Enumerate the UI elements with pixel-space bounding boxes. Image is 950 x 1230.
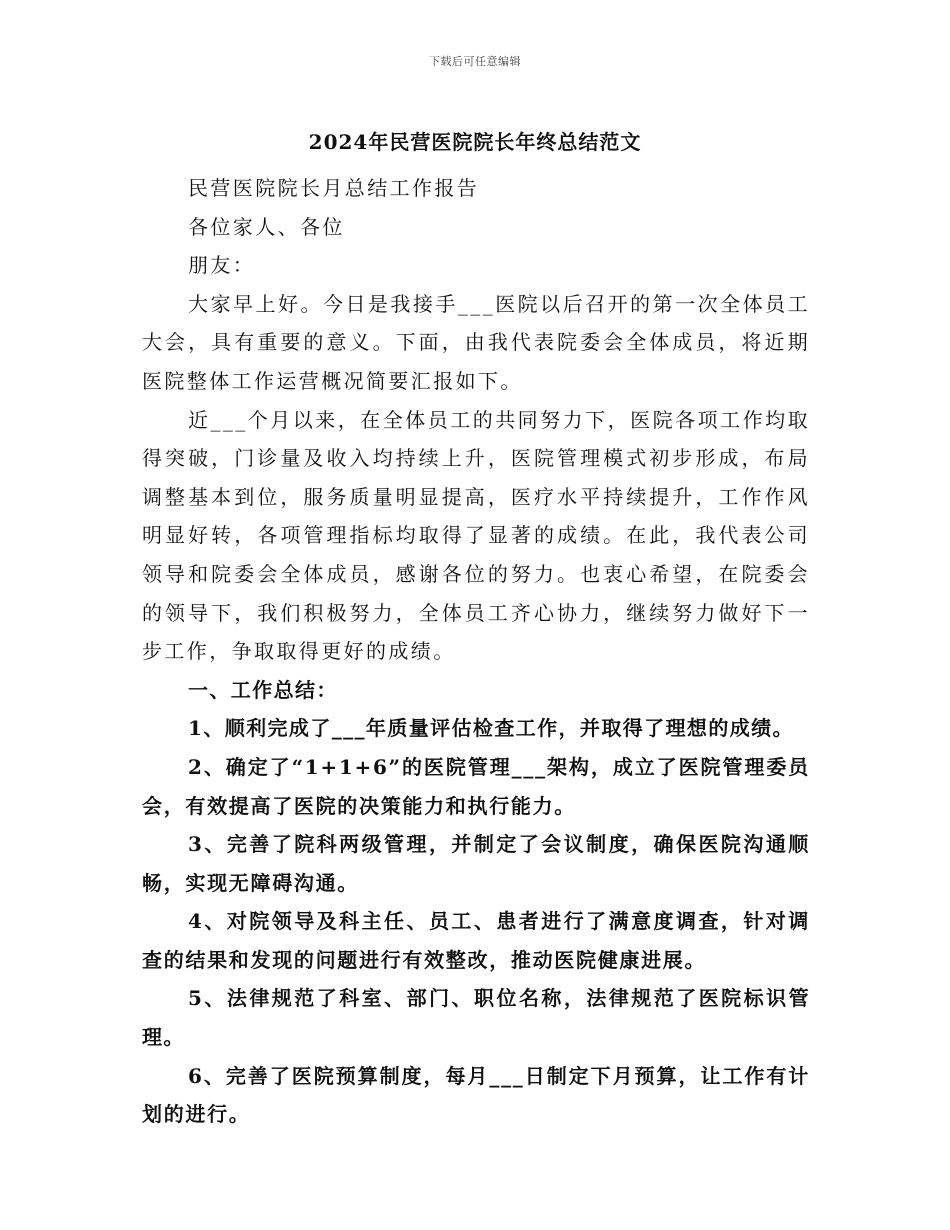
salutation-line-1: 各位家人、各位 [188,214,345,239]
summary-item-3: 3、完善了院科两级管理，并制定了会议制度，确保医院沟通顺畅，实现无障碍沟通。 [142,832,810,895]
summary-item-5: 5、法律规范了科室、部门、职位名称，法律规范了医院标识管理。 [142,986,810,1050]
salutation-line-2: 朋友： [188,253,256,278]
document-title: 2024年民营医院院长年终总结范文 [308,130,642,154]
document-body [142,169,810,1134]
progress-paragraph: 近___个月以来，在全体员工的共同努力下，医院各项工作均取得突破，门诊量及收入均持续上升，医院管理模式初步形成，布局调整基本到位，服务质量明显提高，医疗水平持续提升，工作作风明显好转，各项管理指标均取得了显著的成绩。在此，我代表公司领导和院委会全体成员，感谢各位的努力。也衷心希望，在院委会的领导下，我们积极努力，全体员工齐心协力，继续努力做好下一步工作，争取取得更好的成绩。 [142,407,810,664]
summary-item-4: 4、对院领导及科主任、员工、患者进行了满意度调查，针对调查的结果和发现的问题进行有效整改，推动医院健康进展。 [142,909,810,972]
summary-item-1: 1、顺利完成了___年质量评估检查工作，并取得了理想的成绩。 [188,716,794,741]
summary-item-2: 2、确定了“1+1+6”的医院管理___架构，成立了医院管理委员会，有效提高了医院的决策能力和执行能力。 [142,754,810,818]
intro-paragraph: 大家早上好。今日是我接手___医院以后召开的第一次全体员工大会，具有重要的意义。下面，由我代表院委会全体成员，将近期医院整体工作运营概况简要汇报如下。 [142,291,810,393]
summary-item-6: 6、完善了医院预算制度，每月___日制定下月预算，让工作有计划的进行。 [142,1063,810,1127]
report-subtitle: 民营医院院长月总结工作报告 [188,176,480,200]
header-note: 下载后可任意编辑 [429,55,521,68]
section-heading: 一、工作总结： [188,677,338,702]
